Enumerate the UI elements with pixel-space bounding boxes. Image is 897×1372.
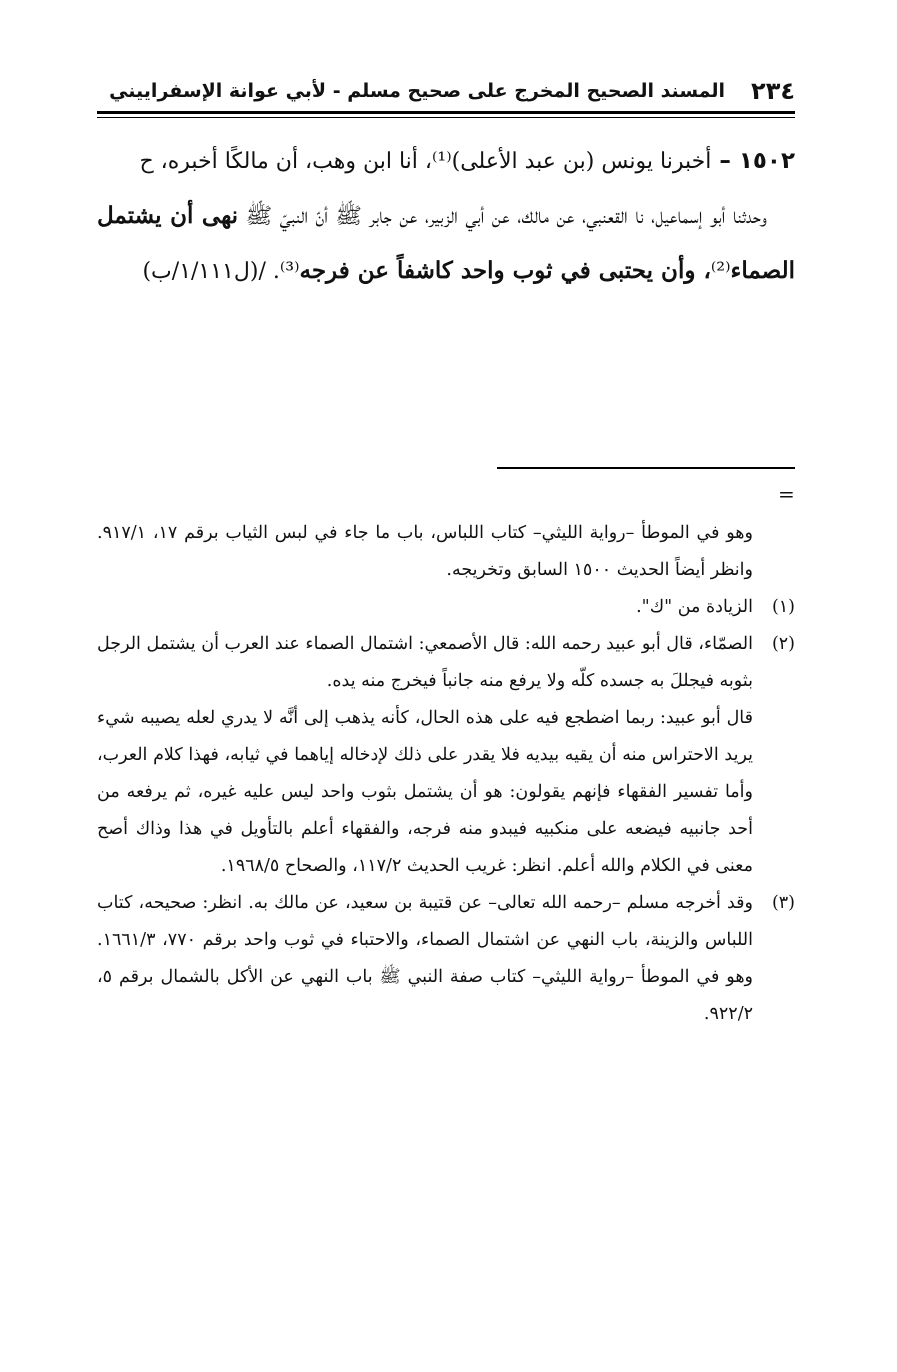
footnote-3 (97, 885, 795, 1033)
footnote-2-continued: قال أبو عبيد: ربما اضطجع فيه على هذه الحال، كأنه يذهب إلى أنَّه لا يدري لعله يصيبه شيء يريد الاحتراس منه أن يقيه بيديه فلا يقدر على ذلك لإدخاله إياهما في ثيابه، فهذا كلام العرب، وأما تفسير الفقهاء فإنهم يقولون: هو أن يشتمل بثوب واحد ليس عليه غيره، ثم يرفعه من أحد جانبيه فيضعه على منكبيه فيبدو منه فرجه، والفقهاء أعلم بالتأويل في هذا وذاك أصح معنى في الكلام والله أعلم. انظر: غريب الحديث ١١٧/٢، والصحاح ١٩٦٨/٥. (97, 708, 753, 876)
manuscript-ref: . /(ل١/١١١/ب) (142, 259, 280, 284)
hadith-number: ١٥٠٢ (738, 148, 795, 174)
footnote-1-marker: (١) (771, 597, 795, 617)
matn-part-2: وأن يحتبى في ثوب واحد كاشفاً عن فرجه (299, 257, 696, 284)
header-rule-thick (97, 111, 795, 114)
hadith-paragraph-1 (97, 134, 795, 189)
footnote-ref-3: ⁽³⁾ (279, 259, 300, 284)
isnad-line-1: أخبرنا يونس (بن عبد الأعلى)⁽¹⁾، أنا ابن وهب، أن مالكًا أخبره، ح (139, 149, 712, 174)
footnote-3-text: وقد أخرجه مسلم –رحمه الله تعالى– عن قتيبة بن سعيد، عن مالك به. انظر: صحيحه، كتاب اللباس والزينة، باب النهي عن اشتمال الصماء، والاحتباء في ثوب واحد برقم ٧٧٠، ١٦٦١/٣. وهو في الموطأ –رواية الليثي– كتاب صفة النبي ﷺ باب النهي عن الأكل بالشمال برقم ٥، ٩٢٢/٢. (97, 893, 753, 1024)
footnote-continuation: وهو في الموطأ –رواية الليثي– كتاب اللباس، باب ما جاء في لبس الثياب برقم ١٧، ٩١٧/١. وانظر أيضاً الحديث ١٥٠٠ السابق وتخريجه. (97, 523, 753, 580)
isnad-line-2: وحدثنا أبو إسماعيل، نا القعنبي، عن مالك، عن أبي الزبير، عن جابر ﷺ أنّ النبيّ ﷺ (238, 204, 767, 229)
footnote-ref-2: ⁽²⁾ (710, 259, 731, 284)
matn-comma: ، (695, 257, 711, 284)
footnote-3-marker: (٣) (771, 893, 795, 913)
running-title: المسند الصحيح المخرج على صحيح مسلم - لأبي عوانة الإسفراييني (109, 80, 726, 102)
footnote-separator (497, 467, 795, 469)
matn-part-1: نهى أن يشتمل الصماء (97, 202, 795, 284)
footnote-continuation-mark: = (778, 482, 795, 506)
header-rule-thin (97, 117, 795, 118)
footnote-1 (97, 589, 795, 626)
page-header (97, 72, 795, 110)
page-number: ٢٣٤ (751, 77, 795, 105)
main-text (97, 134, 795, 299)
footnotes (97, 515, 795, 1033)
footnote-2-marker: (٢) (771, 634, 795, 654)
footnote-1-text: الزيادة من "ك". (636, 597, 753, 617)
footnote-2-text: الصمّاء، قال أبو عبيد رحمه الله: قال الأصمعي: اشتمال الصماء عند العرب أن يشتمل الرجل بثوبه فيجللَ به جسده كلّه ولا يرفع منه جانباً فيخرج منه يده. (97, 634, 753, 691)
hadith-dash: – (711, 148, 739, 174)
hadith-paragraph-2 (97, 189, 795, 299)
footnote-2 (97, 626, 795, 700)
